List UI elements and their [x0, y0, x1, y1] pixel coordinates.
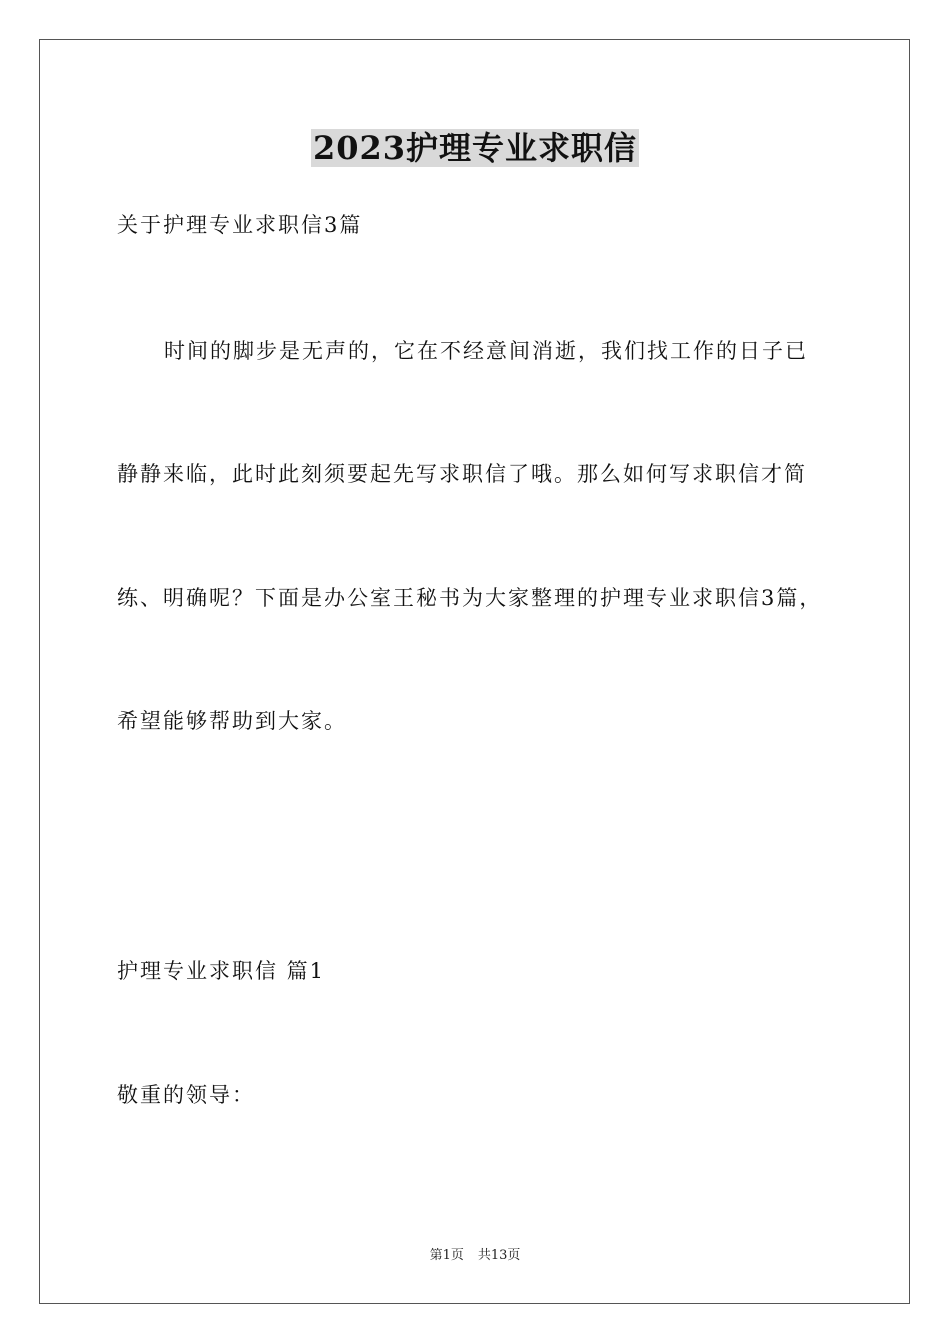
- paragraph-line-4: 希望能够帮助到大家。: [117, 709, 347, 733]
- document-title: [0, 126, 950, 170]
- page-number: 第1页: [429, 1248, 464, 1263]
- document-subtitle: 关于护理专业求职信3篇: [117, 213, 363, 237]
- paragraph-line-3: 练、明确呢？下面是办公室王秘书为大家整理的护理专业求职信3篇，: [117, 586, 823, 610]
- section-heading: 护理专业求职信 篇1: [117, 959, 326, 983]
- paragraph-line-1: 时间的脚步是无声的，它在不经意间消逝，我们找工作的日子已: [164, 339, 808, 363]
- paragraph-line-2: 静静来临，此时此刻须要起先写求职信了哦。那么如何写求职信才简: [117, 462, 807, 486]
- salutation: 敬重的领导：: [117, 1083, 255, 1107]
- page-footer: [0, 1247, 950, 1265]
- page-total: 共13页: [477, 1248, 521, 1263]
- document-title-text: 2023护理专业求职信: [312, 129, 638, 167]
